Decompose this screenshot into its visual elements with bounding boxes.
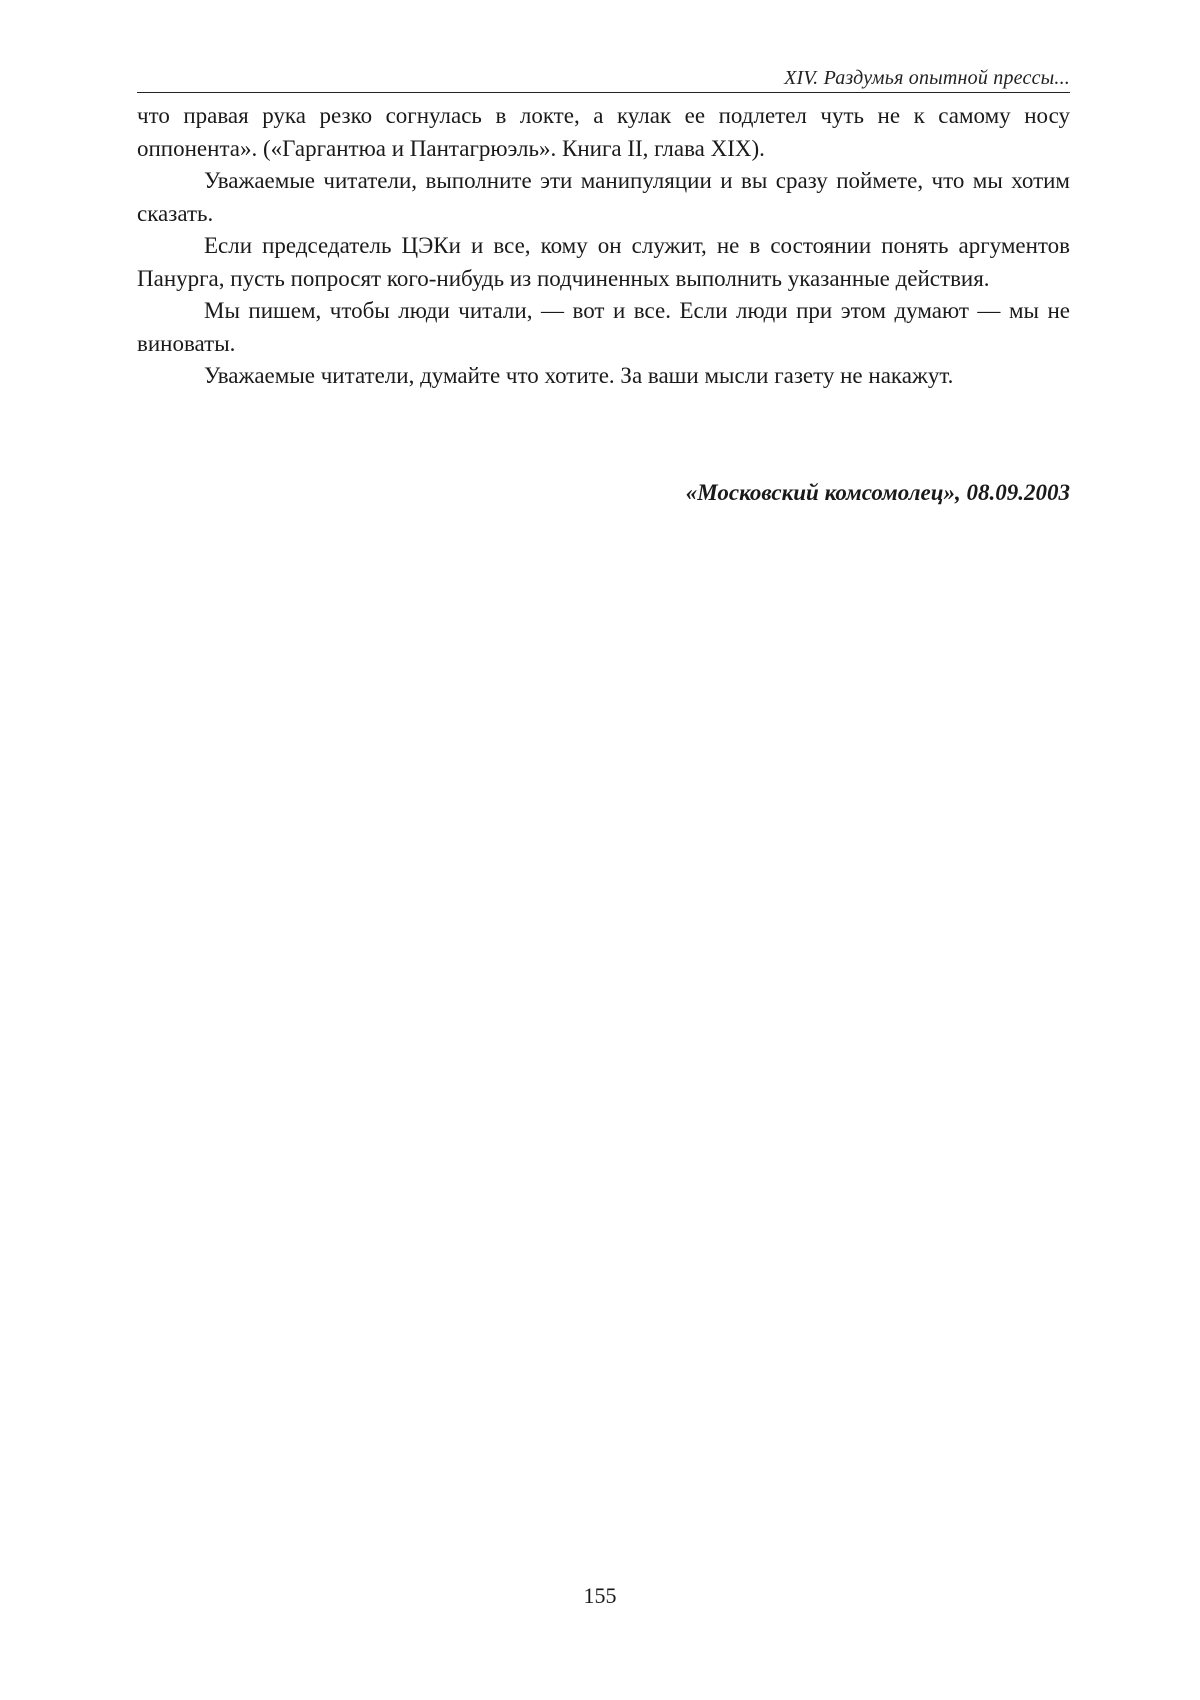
paragraph: Уважаемые читатели, выполните эти манипуляции и вы сразу поймете, что мы хотим сказать.: [137, 168, 1070, 226]
running-header: XIV. Раздумья опытной прессы...: [784, 67, 1070, 89]
paragraph: Если председатель ЦЭКи и все, кому он служит, не в состоянии понять аргументов Панурга, пусть попросят кого-нибудь из подчиненных выполнить указанные действия.: [137, 233, 1070, 291]
source-citation: «Московский комсомолец», 08.09.2003: [685, 480, 1070, 505]
paragraph: Мы пишем, чтобы люди читали, — вот и все. Если люди при этом думают — мы не виноваты.: [137, 298, 1070, 356]
body-text: [137, 100, 1070, 393]
header-rule: [137, 92, 1070, 93]
page-number: 155: [583, 1583, 617, 1608]
paragraph: Уважаемые читатели, думайте что хотите. За ваши мысли газету не накажут.: [204, 363, 954, 388]
paragraph-continuation: что правая рука резко согнулась в локте, а кулак ее подлетел чуть не к самому носу оппонента». («Гаргантюа и Пантагрюэль». Книга II, глава XIX).: [137, 103, 1070, 161]
